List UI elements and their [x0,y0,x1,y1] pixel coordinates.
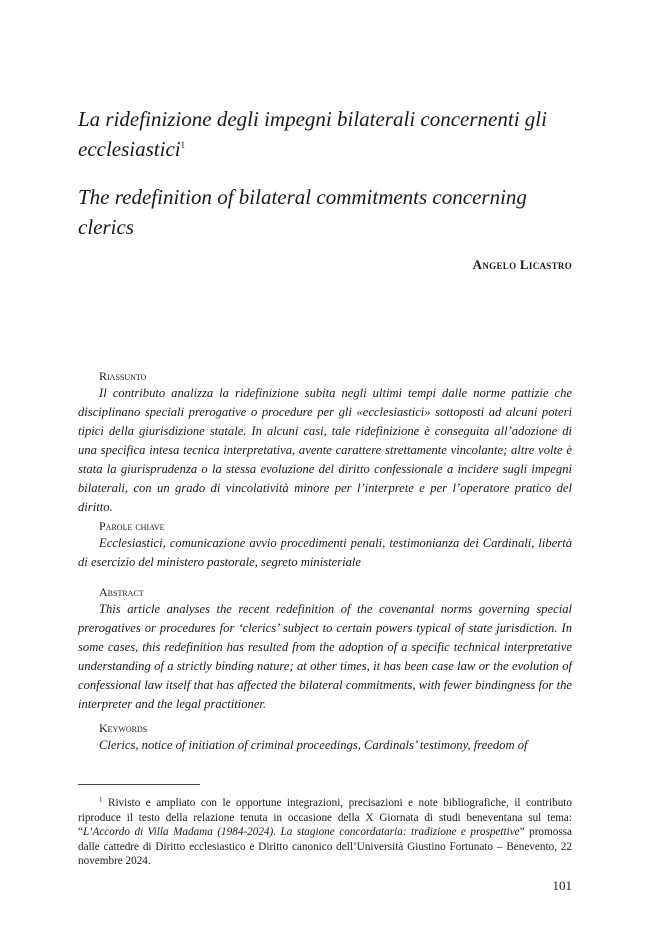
parole-chiave-heading: Parole chiave [99,519,165,533]
title-italian-text: La ridefinizione degli impegni bilaterali concernenti gli ecclesiastici [78,107,547,161]
footnote [78,796,572,869]
footnote-text-before: Rivisto e ampliato con le opportune integrazioni, precisazioni e note bibliografiche, il contributo riproduce il testo della relazione tenuta in occasione della X Giornata di studi beneventana sul tema: “ [78,797,573,839]
abstract-body: This article analyses the recent redefinition of the covenantal norms governing special prerogatives or procedures for ‘clerics’ subject to certain powers typical of state jurisdiction. In some cases, this redefinition has resulted from the adoption of a specific technical interpretative understanding of a strictly binding nature; at other times, it has been case law or the evolution of confessional law itself that has affected the bilateral commitments, with fewer bindingness for the interpreter and the legal practitioner. [78,602,572,711]
parole-chiave-body: Ecclesiastici, comunicazione avvio procedimenti penali, testimonianza dei Cardinali, libertà di esercizio del ministero pastorale, segreto ministeriale [78,536,572,569]
abstract-section [78,584,572,714]
page-number: 101 [552,878,572,893]
footnote-text-after: ” promossa dalle cattedre di Diritto ecclesiastico e Diritto canonico dell’Università Giustino Fortunato – Benevento, 22 novembre 2024. [78,826,572,868]
footnote-divider [78,784,200,785]
footnote-text-italic: L’Accordo di Villa Madama (1984-2024). La stagione concordataria: tradizione e prospettive [82,826,520,839]
riassunto-heading: Riassunto [99,369,147,383]
parole-chiave-section [78,518,572,572]
abstract-heading: Abstract [99,585,144,599]
keywords-body: Clerics, notice of initiation of criminal proceedings, Cardinals’ testimony, freedom of [99,738,528,752]
keywords-section [78,720,572,755]
title-italian [78,104,578,164]
title-footnote-mark: 1 [180,140,186,150]
footnote-mark: 1 [99,795,103,804]
keywords-heading: Keywords [99,721,148,735]
riassunto-section [78,368,572,517]
riassunto-body: Il contributo analizza la ridefinizione subita negli ultimi tempi dalle norme pattizie che disciplinano speciali prerogative o procedure per gli «ecclesiastici» sottoposti ad alcuni poteri tipici della giurisdizione statale. In alcuni casi, tale ridefinizione è conseguita all’adozione di una specifica intesa tecnica interpretativa, avente carattere strettamente vincolante; altre volte è stata la giurisprudenza o la stessa evoluzione del diritto confessionale a incidere sugli impegni bilaterali, con un grado di vincolatività minore per l’interprete e per l’operatore pratico del diritto. [78,386,572,514]
author-name: Angelo Licastro [472,257,572,272]
title-english: The redefinition of bilateral commitments concerning clerics [78,185,527,239]
